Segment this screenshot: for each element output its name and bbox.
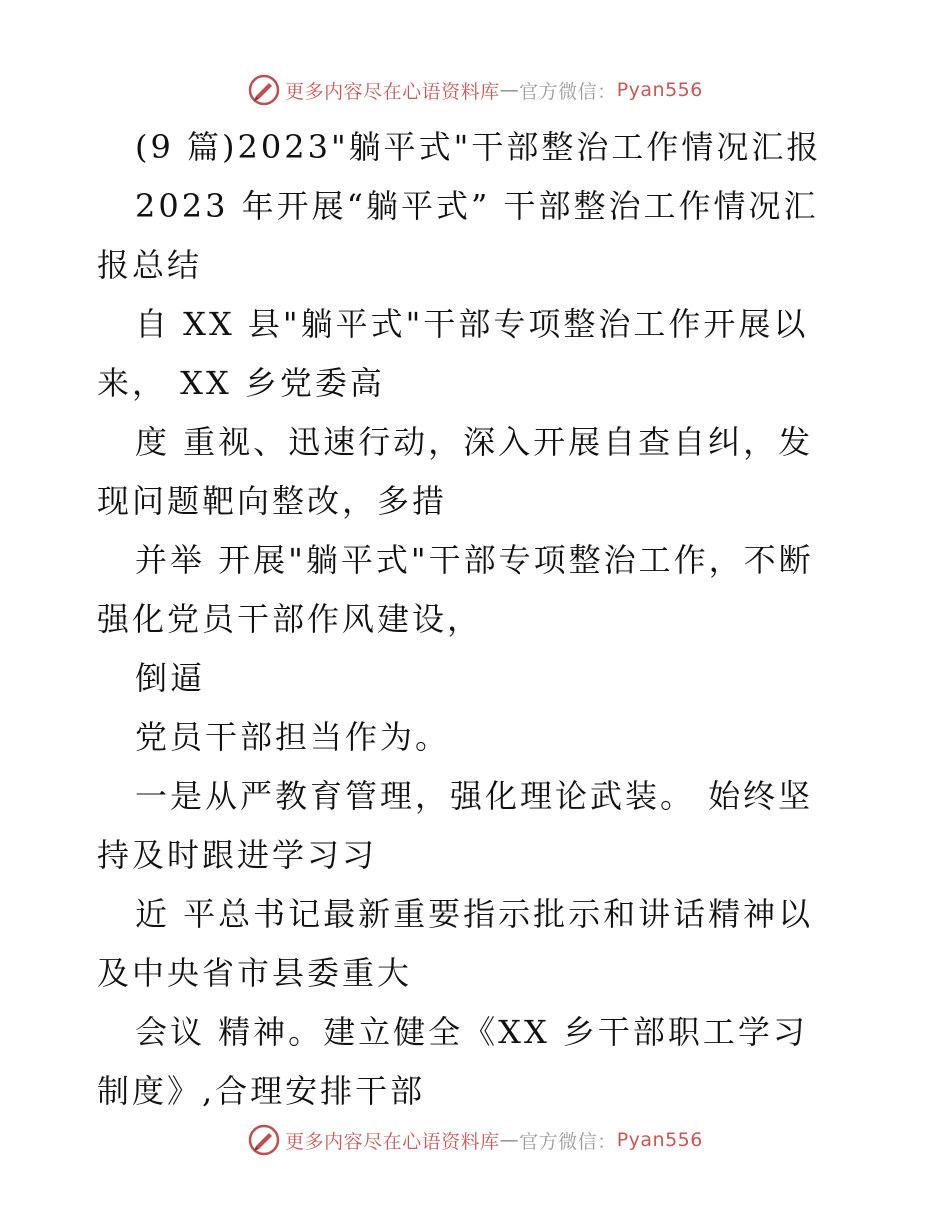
- watermark-footer: [0, 1120, 950, 1160]
- document-title: (9 篇)2023"躺平式"干部整治工作情况汇报: [135, 128, 822, 166]
- paragraph: 度 重视、迅速行动，深入开展自查自纠，发现问题靶向整改，多措: [97, 423, 814, 520]
- watermark-wechat-label: 官方微信：: [519, 1130, 617, 1153]
- paragraph: 自 XX 县"躺平式"干部专项整治工作开展以来， XX 乡党委高: [97, 305, 809, 402]
- paragraph: 一是从严教育管理，强化理论武装。 始终坚持及时跟进学习习: [97, 777, 814, 874]
- paragraph: 近 平总书记最新重要指示批示和讲话精神以及中央省市县委重大: [97, 895, 814, 992]
- document-subtitle: 2023 年开展“躺平式” 干部整治工作情况汇报总结: [97, 187, 819, 284]
- watermark-wechat-id: Pyan556: [616, 1129, 703, 1151]
- watermark-separator: —: [499, 1129, 520, 1151]
- watermark-wechat-id: Pyan556: [616, 79, 703, 101]
- paragraph: 党员干部担当作为。: [135, 718, 451, 756]
- document-body: [97, 118, 837, 1121]
- watermark-text: 更多内容尽在心语资料库: [285, 80, 500, 103]
- watermark-wechat-label: 官方微信：: [519, 80, 617, 103]
- pen-logo-icon: [247, 1123, 281, 1157]
- watermark-text: 更多内容尽在心语资料库: [285, 1130, 500, 1153]
- paragraph: 倒逼: [135, 659, 206, 697]
- paragraph: 并举 开展"躺平式"干部专项整治工作，不断强化党员干部作风建设，: [97, 541, 814, 638]
- watermark-separator: —: [499, 79, 520, 101]
- watermark-header: [0, 70, 950, 110]
- pen-logo-icon: [247, 73, 281, 107]
- paragraph: 会议 精神。建立健全《XX 乡干部职工学习制度》,合理安排干部: [97, 1013, 808, 1110]
